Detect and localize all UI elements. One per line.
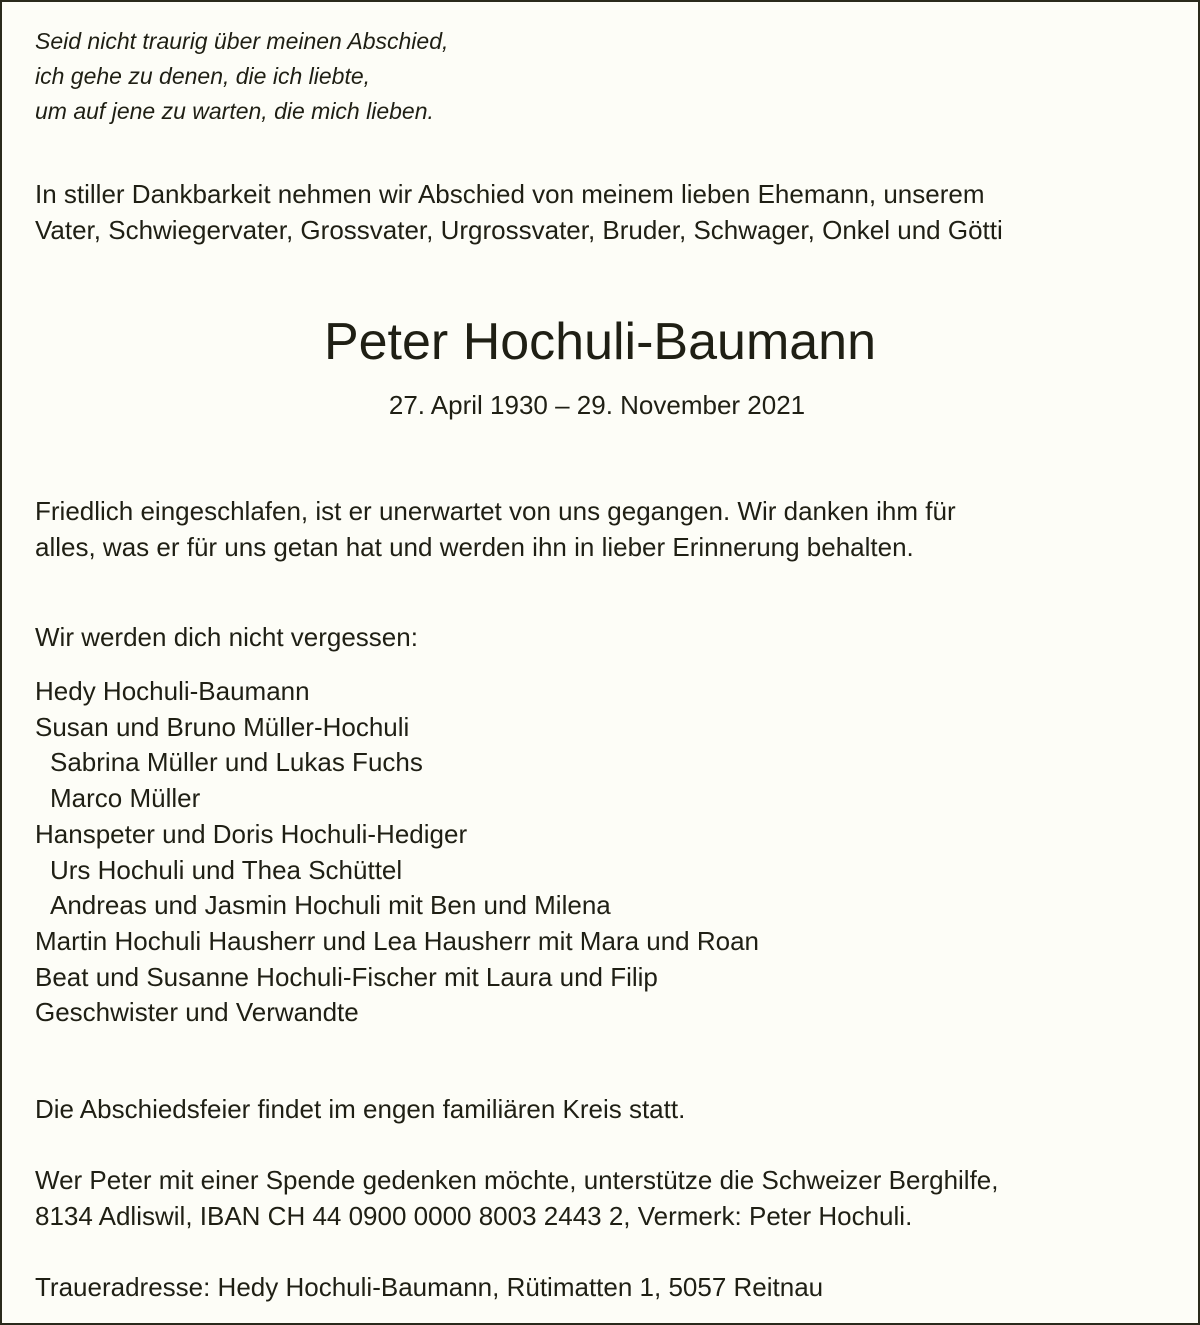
mourner-name: Hanspeter und Doris Hochuli-Hediger <box>35 818 468 849</box>
ceremony-text <box>35 1091 685 1127</box>
poem-line: Seid nicht traurig über meinen Abschied, <box>35 28 449 54</box>
mourner-name: Beat und Susanne Hochuli-Fischer mit Laura und Filip <box>35 961 658 992</box>
mourner-name: Marco Müller <box>50 783 201 814</box>
poem-line: um auf jene zu warten, die mich lieben. <box>35 98 434 124</box>
donation-line: 8134 Adliswil, IBAN CH 44 0900 0000 8003 2443 2, Vermerk: Peter Hochuli. <box>35 1201 913 1231</box>
mourning-address <box>35 1269 823 1305</box>
intro-text <box>35 176 1003 248</box>
mourners-heading-text: Wir werden dich nicht vergessen: <box>35 622 418 652</box>
life-dates: 27. April 1930 – 29. November 2021 <box>388 390 806 420</box>
mourners-list <box>35 674 759 1031</box>
intro-line: In stiller Dankbarkeit nehmen wir Abschied von meinem lieben Ehemann, unserem <box>35 179 985 209</box>
donation-text <box>35 1162 999 1234</box>
poem-line: ich gehe zu denen, die ich liebte, <box>35 63 371 89</box>
intro-line: Vater, Schwiegervater, Grossvater, Urgrossvater, Bruder, Schwager, Onkel und Götti <box>35 215 1003 245</box>
mourner-name: Andreas und Jasmin Hochuli mit Ben und Milena <box>50 890 611 921</box>
poem <box>35 24 448 129</box>
statement-text <box>35 493 956 565</box>
mourner-name: Susan und Bruno Müller-Hochuli <box>35 711 410 742</box>
statement-line: alles, was er für uns getan hat und werden ihn in lieber Erinnerung behalten. <box>35 532 914 562</box>
mourners-heading <box>35 619 418 655</box>
mourner-name: Hedy Hochuli-Baumann <box>35 676 310 706</box>
donation-line: Wer Peter mit einer Spende gedenken möchte, unterstütze die Schweizer Berghilfe, <box>35 1165 999 1195</box>
mourning-address-line: Traueradresse: Hedy Hochuli-Baumann, Rütimatten 1, 5057 Reitnau <box>35 1272 824 1302</box>
mourner-name: Martin Hochuli Hausherr und Lea Hausherr mit Mara und Roan <box>35 925 760 956</box>
statement-line: Friedlich eingeschlafen, ist er unerwartet von uns gegangen. Wir danken ihm für <box>35 496 956 526</box>
deceased-name: Peter Hochuli-Baumann <box>323 313 877 371</box>
ceremony-line: Die Abschiedsfeier findet im engen familiären Kreis statt. <box>35 1094 686 1124</box>
mourner-name: Sabrina Müller und Lukas Fuchs <box>50 747 423 778</box>
mourner-name: Urs Hochuli und Thea Schüttel <box>50 854 403 885</box>
mourner-name: Geschwister und Verwandte <box>35 997 359 1028</box>
